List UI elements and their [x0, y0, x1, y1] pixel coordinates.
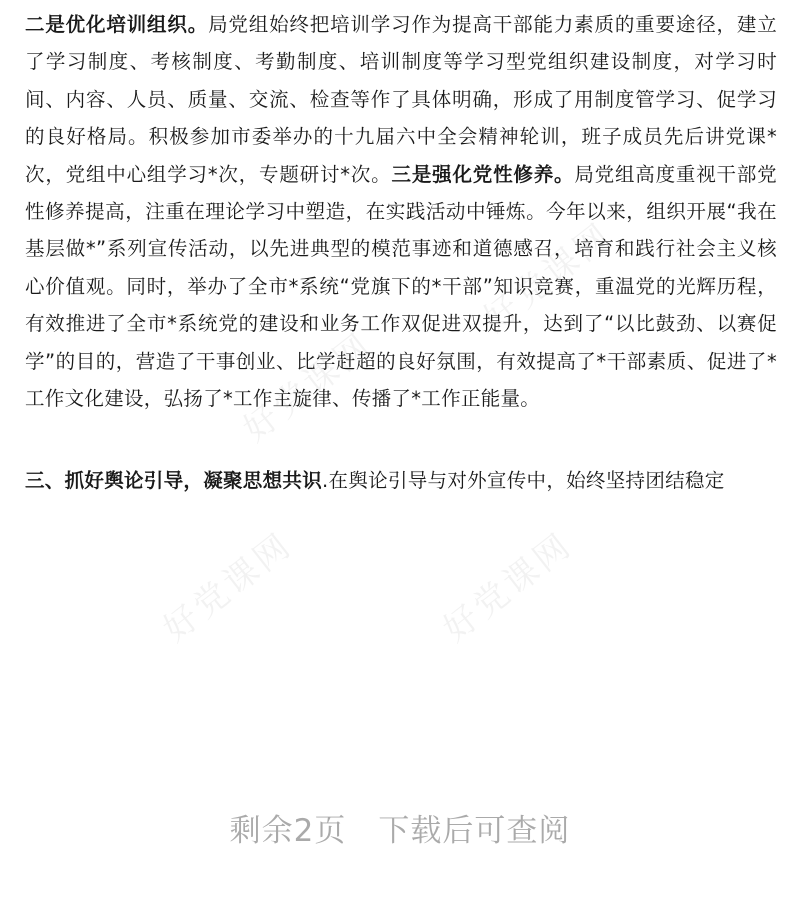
document-body — [25, 0, 777, 500]
paragraph-text: .在舆论引导与对外宣传中，始终坚持团结稳定 — [322, 469, 725, 493]
watermark-text: 好党课网 — [435, 524, 581, 650]
paragraph-text: 局党组始终把培训学习作为提高干部能力素质的重要途径，建立了学习制度、考核制度、考勤制度、培训制度等学习型党组织建设制度，对学习时间、内容、人员、质量、交流、检查等作了具体明确，形成了用制度管学习、促学习的良好格局。积极参加市委举办的十九届六中全会精神轮训，班子成员先后讲党课*次，党组中心组学习*次，专题研讨*次。 — [25, 13, 778, 186]
paragraph-text: 局党组高度重视干部党性修养提高，注重在理论学习中塑造，在实践活动中锤炼。今年以来，组织开展“我在基层做*”系列宣传活动，以先进典型的模范事迹和道德感召，培育和践行社会主义核心价值观。同时，举办了全市*系统“党旗下的*干部”知识竞赛，重温党的光辉历程，有效推进了全市*系统党的建设和业务工作双促进双提升，达到了“以比鼓劲、以赛促学”的目的，营造了干事创业、比学赶超的良好氛围，有效提高了*干部素质、促进了*工作文化建设，弘扬了*工作主旋律、传播了*工作正能量。 — [25, 162, 777, 411]
watermark-text: 好党课网 — [475, 214, 621, 340]
watermark-text: 好党课网 — [155, 524, 301, 650]
download-hint-label: 下载后可查阅 — [378, 813, 571, 849]
watermark-text: 好党课网 — [235, 324, 381, 450]
heading-strengthen-party-spirit: 三是强化党性修养。 — [391, 162, 575, 186]
remaining-pages-label: 剩余2页 — [229, 813, 347, 849]
section-heading-public-opinion: 三、抓好舆论引导，凝聚思想共识 — [25, 469, 323, 493]
heading-optimize-training: 二是优化培训组织。 — [25, 13, 209, 36]
paragraph-training-and-party-spirit — [25, 0, 777, 417]
paragraph-public-opinion — [25, 462, 777, 499]
download-prompt[interactable] — [0, 805, 800, 850]
